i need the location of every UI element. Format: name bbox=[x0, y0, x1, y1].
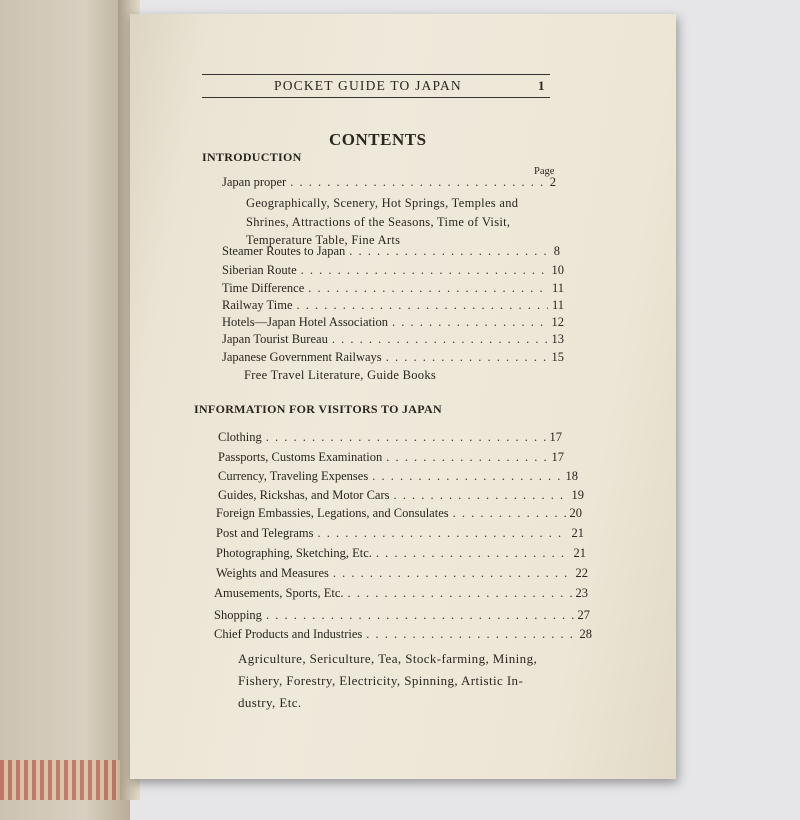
toc-subtext bbox=[246, 194, 518, 250]
toc-entry-page: 13 bbox=[551, 332, 564, 346]
toc-entry-page: 10 bbox=[551, 263, 564, 277]
leader-dots bbox=[366, 627, 575, 642]
toc-entry-label: Railway Time bbox=[222, 298, 293, 312]
toc-entry-label: Amusements, Sports, Etc. bbox=[214, 586, 344, 600]
toc-entry bbox=[222, 263, 564, 280]
leader-dots bbox=[348, 586, 572, 601]
leader-dots bbox=[386, 450, 547, 465]
toc-entry bbox=[216, 546, 586, 563]
toc-subtext-line: Free Travel Literature, Guide Books bbox=[244, 368, 437, 382]
toc-entry-page: 8 bbox=[553, 244, 560, 258]
leader-dots bbox=[349, 244, 550, 259]
toc-entry-label: Post and Telegrams bbox=[216, 526, 314, 540]
toc-subtext-line: dustry, Etc. bbox=[238, 695, 302, 710]
toc-entry bbox=[214, 586, 588, 603]
leader-dots bbox=[453, 506, 566, 521]
leader-dots bbox=[290, 175, 546, 190]
toc-entry-label: Japan Tourist Bureau bbox=[222, 332, 328, 346]
toc-entry-page: 21 bbox=[571, 526, 584, 540]
leader-dots bbox=[376, 546, 570, 561]
leader-dots bbox=[372, 469, 561, 484]
toc-entry-page: 23 bbox=[575, 586, 588, 600]
toc-entry-page: 18 bbox=[565, 469, 578, 483]
section-heading-introduction: INTRODUCTION bbox=[202, 150, 302, 164]
toc-entry-label: Photographing, Sketching, Etc. bbox=[216, 546, 372, 560]
leader-dots bbox=[386, 350, 548, 365]
section-heading-information: INFORMATION FOR VISITORS TO JAPAN bbox=[194, 402, 442, 416]
leader-dots bbox=[297, 298, 548, 313]
toc-entry-page: 28 bbox=[579, 627, 592, 641]
toc-entry bbox=[222, 281, 564, 298]
toc-entry bbox=[222, 332, 564, 349]
leader-dots bbox=[333, 566, 572, 581]
toc-entry-label: Siberian Route bbox=[222, 263, 297, 277]
toc-entry-page: 27 bbox=[577, 608, 590, 622]
toc-entry-label: Hotels—Japan Hotel Association bbox=[222, 315, 388, 329]
toc-entry-label: Time Difference bbox=[222, 281, 305, 295]
leader-dots bbox=[318, 526, 568, 541]
toc-entry bbox=[218, 488, 584, 505]
toc-entry-page: 19 bbox=[571, 488, 584, 502]
page-number: 1 bbox=[538, 78, 545, 93]
running-title: POCKET GUIDE TO JAPAN bbox=[274, 78, 462, 93]
toc-entry-label: Weights and Measures bbox=[216, 566, 329, 580]
leader-dots bbox=[266, 608, 574, 623]
toc-entry-label: Clothing bbox=[218, 430, 262, 444]
toc-subtext-line: Temperature Table, Fine Arts bbox=[246, 233, 401, 247]
toc-entry-label: Shopping bbox=[214, 608, 262, 622]
toc-entry-page: 21 bbox=[573, 546, 586, 560]
contents-title: CONTENTS bbox=[329, 130, 427, 149]
toc-entry bbox=[216, 526, 584, 543]
toc-entry-label: Passports, Customs Examination bbox=[218, 450, 383, 464]
toc-entry bbox=[218, 430, 562, 447]
toc-subtext-line: Shrines, Attractions of the Seasons, Time of Visit, bbox=[246, 214, 511, 229]
toc-subtext bbox=[238, 648, 537, 714]
running-head bbox=[202, 74, 550, 98]
toc-entry-page: 17 bbox=[549, 430, 562, 444]
toc-entry bbox=[218, 469, 578, 486]
toc-entry-page: 22 bbox=[575, 566, 588, 580]
toc-subtext-line: Geographically, Scenery, Hot Springs, Temples and bbox=[246, 196, 519, 210]
toc-entry bbox=[222, 244, 560, 261]
toc-subtext-line: Fishery, Forestry, Electricity, Spinning, Artistic In- bbox=[238, 673, 524, 688]
toc-entry bbox=[216, 566, 588, 583]
toc-subtext bbox=[244, 366, 436, 385]
toc-entry-label: Japan proper bbox=[222, 175, 287, 189]
toc-entry-page: 17 bbox=[551, 450, 564, 464]
toc-entry-page: 15 bbox=[551, 350, 564, 364]
toc-entry-page: 20 bbox=[569, 506, 582, 520]
leader-dots bbox=[308, 281, 548, 296]
toc-entry-label: Steamer Routes to Japan bbox=[222, 244, 346, 258]
toc-entry-label: Chief Products and Industries bbox=[214, 627, 363, 641]
toc-entry bbox=[216, 506, 582, 523]
toc-entry-label: Guides, Rickshas, and Motor Cars bbox=[218, 488, 390, 502]
toc-entry bbox=[222, 350, 564, 367]
toc-entry bbox=[222, 315, 564, 332]
facing-page bbox=[0, 0, 130, 820]
toc-entry bbox=[222, 175, 556, 192]
leader-dots bbox=[332, 332, 548, 347]
leader-dots bbox=[392, 315, 548, 330]
leader-dots bbox=[394, 488, 568, 503]
toc-entry bbox=[214, 627, 592, 644]
toc-entry-page: 11 bbox=[551, 281, 564, 295]
toc-entry-label: Currency, Traveling Expenses bbox=[218, 469, 369, 483]
toc-entry bbox=[214, 608, 590, 625]
toc-entry-label: Japanese Government Railways bbox=[222, 350, 382, 364]
leader-dots bbox=[301, 263, 548, 278]
toc-entry bbox=[222, 298, 564, 315]
cover-edge bbox=[0, 760, 120, 800]
toc-entry-page: 12 bbox=[551, 315, 564, 329]
toc-subtext-line: Agriculture, Sericulture, Tea, Stock-farming, Mining, bbox=[238, 651, 538, 666]
page-column-label: Page bbox=[534, 166, 555, 177]
toc-entry-page: 11 bbox=[551, 298, 564, 312]
toc-entry bbox=[218, 450, 564, 467]
contents-page bbox=[130, 14, 676, 779]
toc-entry-label: Foreign Embassies, Legations, and Consulates bbox=[216, 506, 449, 520]
toc-entry-page: 2 bbox=[549, 175, 556, 189]
leader-dots bbox=[266, 430, 546, 445]
